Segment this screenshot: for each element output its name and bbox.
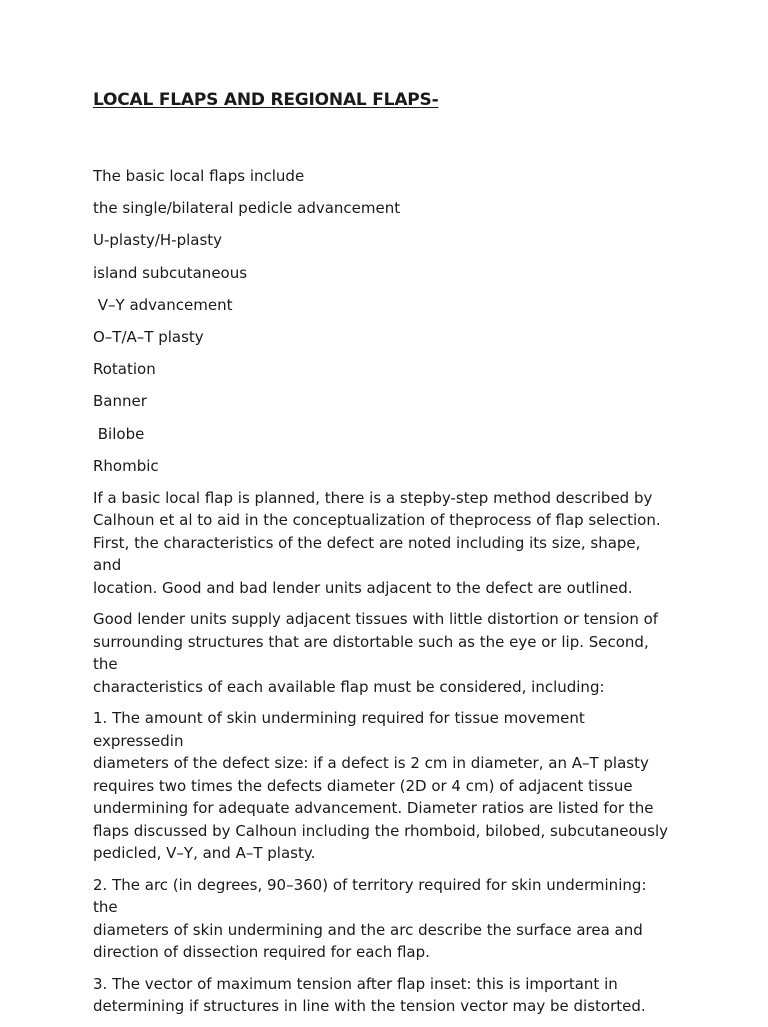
list-item: V–Y advancement [93, 295, 233, 314]
paragraph-undermining-arc: 2. The arc (in degrees, 90–360) of territory required for skin undermining: the diameters of skin undermining and the arc describe the surface area and direction of dissection required for each flap. [93, 875, 647, 962]
list-item: The basic local flaps include [93, 167, 305, 185]
list-item: island subcutaneous [93, 263, 248, 282]
paragraph-tension-vector: 3. The vector of maximum tension after flap inset: this is important in determining if structures in line with the tension vector may be distorted. [93, 974, 646, 1016]
list-item: Bilobe [93, 424, 145, 443]
document-title: LOCAL FLAPS AND REGIONAL FLAPS- [93, 90, 439, 110]
list-item: Rotation [93, 360, 156, 379]
list-item: Rhombic [93, 456, 159, 475]
list-item: the single/bilateral pedicle advancement [93, 199, 401, 218]
document-body [93, 165, 673, 1027]
list-item: Banner [93, 392, 147, 411]
list-item: U-plasty/H-plasty [93, 231, 223, 250]
paragraph-flap-planning: If a basic local flap is planned, there is a stepby-step method described by Calhoun et al to aid in the conceptualization of theprocess of flap selection. First, the characteristics of the defect are noted including its size, shape, and location. Good and bad lender units adjacent to the defect are outlined. [93, 488, 661, 597]
paragraph-undermining-amount: 1. The amount of skin undermining required for tissue movement expressedin diameters of the defect size: if a defect is 2 cm in diameter, an A–T plasty requires two times the defects diameter (2D or 4 cm) of adjacent tissue undermining for adequate advancement. Diameter ratios are listed for the flaps discussed by Calhoun including the rhomboid, bilobed, subcutaneously pedicled, V–Y, and A–T plasty. [93, 709, 668, 863]
paragraph-lender-units: Good lender units supply adjacent tissues with little distortion or tension of surrounding structures that are distortable such as the eye or lip. Second, the characteristics of each available flap must be considered, including: [93, 610, 659, 696]
list-item: O–T/A–T plasty [93, 327, 204, 346]
